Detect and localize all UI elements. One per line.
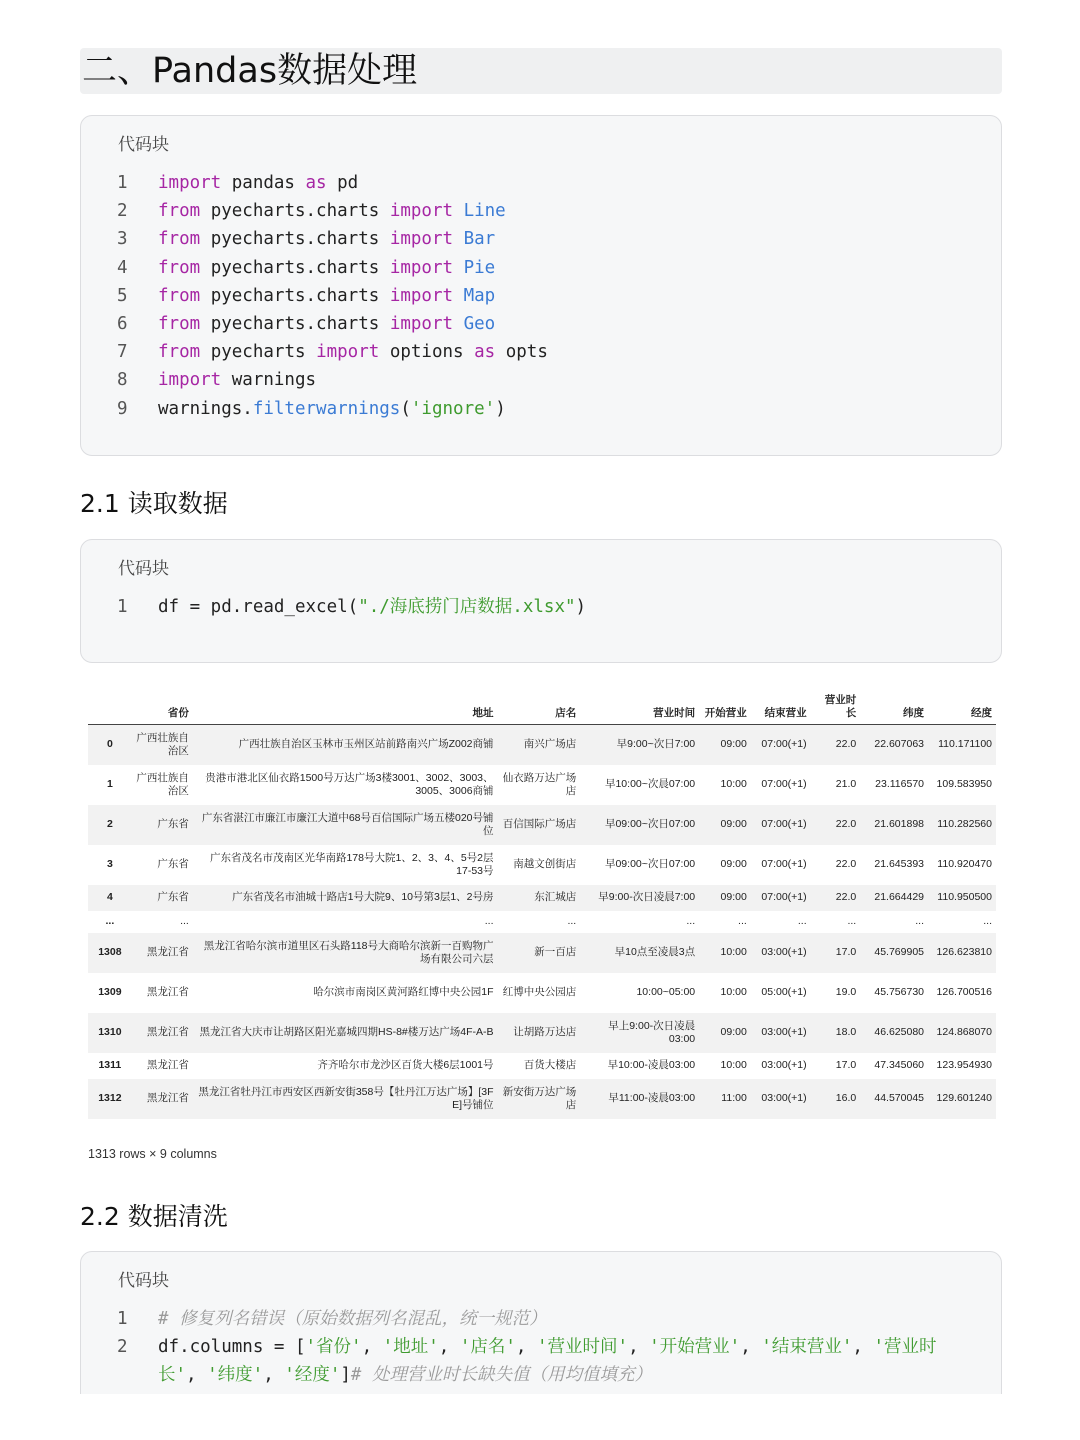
table-row — [88, 725, 996, 765]
code-block-cleaning — [80, 1251, 1002, 1411]
code-token: as — [305, 173, 327, 193]
table-cell: 10:00 — [699, 933, 751, 973]
code-token: pandas — [221, 173, 306, 193]
table-cell: 07:00(+1) — [751, 885, 811, 911]
code-token: 'ignore' — [410, 398, 496, 419]
row-index: 1312 — [88, 1079, 132, 1119]
table-cell: 百货大楼店 — [523, 1059, 577, 1071]
code-block-imports — [80, 115, 1002, 456]
code-token: # 修复列名错误（原始数据列名混乱，统一规范） — [158, 1309, 547, 1329]
table-cell: 广西壮族自治区玉林市玉州区站前路南兴广场Z002商铺 — [193, 725, 498, 765]
table-cell: 哈尔滨市南岗区黄河路红博中央公园1F — [313, 986, 494, 998]
code-token: from — [158, 342, 201, 363]
table-cell: 09:00 — [699, 725, 751, 765]
code-text — [158, 282, 961, 310]
table-cell: 44.570045 — [860, 1079, 928, 1119]
code-token: '营业时间' — [536, 1337, 629, 1358]
table-row — [88, 933, 996, 973]
column-header: 营业时间 — [580, 690, 699, 725]
row-index: 2 — [88, 805, 132, 845]
table-cell: 广东省湛江市廉江市廉江大道中68号百信国际广场五楼020号铺位 — [193, 805, 498, 845]
code-line — [81, 197, 1001, 225]
code-token: '开始营业' — [649, 1337, 741, 1358]
table-cell: 南兴广场店 — [498, 725, 581, 765]
row-index: 3 — [106, 858, 113, 870]
code-token: # 处理营业时长缺失值（用均值填充） — [350, 1365, 652, 1386]
code-text — [158, 593, 961, 621]
table-cell: 东汇城店 — [498, 885, 581, 911]
table-cell: 广东省 — [132, 805, 193, 845]
table-cell: 22.0 — [811, 885, 861, 911]
code-token: import — [389, 229, 454, 250]
dataframe-output — [88, 690, 996, 1119]
table-cell: 124.868070 — [928, 1013, 996, 1053]
table-cell: 126.623810 — [928, 933, 996, 973]
table-cell: 17.0 — [811, 933, 861, 973]
code-token: from — [158, 285, 201, 306]
line-number: 2 — [117, 201, 128, 222]
code-text — [158, 169, 961, 197]
code-line — [81, 1361, 1001, 1389]
table-cell: ... — [484, 915, 494, 927]
column-header — [88, 690, 132, 725]
table-row — [88, 911, 996, 933]
code-token: , — [263, 1365, 285, 1386]
code-block-read-excel — [80, 539, 1002, 663]
code-token: options — [379, 342, 475, 363]
code-line — [81, 366, 1001, 394]
column-header: 经度 — [928, 690, 996, 725]
table-row — [88, 1079, 996, 1119]
column-header: 地址 — [193, 690, 498, 725]
table-cell: 05:00(+1) — [761, 986, 807, 998]
code-text — [158, 225, 961, 253]
code-line — [81, 169, 1001, 197]
column-header: 开始营业 — [699, 690, 751, 725]
line-number: 9 — [117, 398, 128, 419]
code-line — [81, 1333, 1001, 1361]
code-line — [81, 254, 1001, 282]
code-token: ( — [400, 398, 411, 419]
code-block-label: 代码块 — [118, 559, 169, 579]
table-cell: 新一百店 — [498, 933, 581, 973]
code-line — [81, 310, 1001, 338]
code-token: from — [158, 313, 201, 334]
column-header: 省份 — [132, 690, 193, 725]
table-cell: 07:00(+1) — [751, 725, 811, 765]
code-token: import — [158, 173, 222, 193]
table-cell: 黑龙江省大庆市让胡路区阳光嘉城四期HS-8#楼万达广场4F-A-B — [193, 1013, 498, 1053]
code-body — [81, 1305, 1001, 1390]
code-token: from — [158, 229, 201, 250]
dataframe-table — [88, 690, 996, 1119]
table-cell: 110.282560 — [928, 805, 996, 845]
code-text — [158, 338, 961, 366]
code-body — [81, 169, 1001, 423]
code-token: '地址' — [382, 1337, 439, 1358]
code-token: ] — [340, 1365, 351, 1386]
code-token: '省份' — [305, 1337, 362, 1358]
table-cell: 17.0 — [835, 1059, 857, 1071]
table-row — [88, 845, 996, 885]
table-cell: 03:00(+1) — [761, 1059, 807, 1071]
table-cell: 03:00(+1) — [751, 1013, 811, 1053]
code-token: df = pd.read_excel( — [158, 597, 359, 617]
code-token: Geo — [463, 313, 496, 334]
code-text — [158, 310, 961, 338]
table-body — [88, 725, 996, 1119]
line-number: 7 — [117, 342, 128, 363]
code-token: '营业时 — [873, 1337, 937, 1358]
table-cell: 黑龙江省哈尔滨市道里区石头路118号大商哈尔滨新一百购物广场有限公司六层 — [193, 933, 498, 973]
table-cell: 10:00 — [720, 778, 747, 790]
table-row — [88, 805, 996, 845]
code-token: Bar — [463, 229, 496, 250]
code-token — [453, 286, 464, 306]
code-token: warnings. — [158, 398, 253, 419]
code-token: pyecharts.charts — [200, 285, 390, 306]
code-token: , — [852, 1337, 874, 1358]
line-number: 1 — [117, 173, 128, 193]
code-body — [81, 593, 1001, 621]
table-cell: ... — [797, 915, 807, 927]
code-token: , — [740, 1337, 762, 1358]
row-index: 1310 — [88, 1013, 132, 1053]
code-token: import — [389, 313, 454, 334]
table-cell: 广东省 — [132, 885, 193, 911]
table-cell: ... — [983, 915, 992, 927]
code-text — [158, 395, 961, 423]
code-token: pyecharts.charts — [200, 313, 390, 334]
table-cell: 46.625080 — [860, 1013, 928, 1053]
section-heading-data-cleaning: 2.2 数据清洗 — [80, 1202, 228, 1231]
table-cell: 百信国际广场店 — [498, 805, 581, 845]
table-cell: 109.583950 — [936, 778, 992, 790]
code-line — [81, 338, 1001, 366]
code-token: warnings — [221, 370, 317, 391]
code-token: ) — [495, 398, 506, 419]
table-cell: 07:00(+1) — [751, 805, 811, 845]
code-block-label: 代码块 — [118, 135, 169, 155]
row-index: ... — [105, 915, 115, 927]
section-heading-read-data: 2.1 读取数据 — [80, 489, 228, 518]
code-text — [158, 1361, 961, 1389]
table-cell: 09:00 — [699, 805, 751, 845]
code-token — [453, 258, 464, 278]
table-cell: 黑龙江省牡丹江市西安区西新安街358号【牡丹江万达广场】[3F E]号铺位 — [193, 1079, 498, 1119]
table-cell: 11:00 — [699, 1079, 751, 1119]
table-cell: 新安街万达广场店 — [498, 1079, 581, 1119]
table-cell: 早10点至凌晨3点 — [580, 933, 699, 973]
table-cell: 03:00(+1) — [751, 933, 811, 973]
column-header: 结束营业 — [751, 690, 811, 725]
table-cell: 47.345060 — [874, 1059, 924, 1071]
table-cell: ... — [180, 915, 189, 927]
line-number: 4 — [117, 257, 128, 278]
code-token: as — [474, 342, 496, 363]
table-header-row — [88, 690, 996, 725]
table-cell: 09:00 — [699, 885, 751, 911]
table-cell: 红博中央公园店 — [502, 986, 577, 998]
column-header: 营业时长 — [811, 690, 861, 725]
column-header: 纬度 — [860, 690, 928, 725]
code-token: Map — [463, 285, 496, 306]
section-title: 二、Pandas数据处理 — [80, 48, 1002, 94]
line-number: 5 — [117, 285, 128, 306]
code-token: '经度' — [284, 1365, 341, 1386]
code-token: Pie — [463, 257, 496, 278]
table-cell: 黑龙江省 — [146, 1059, 189, 1071]
table-cell: 126.700516 — [936, 986, 992, 998]
code-token: pyecharts.charts — [200, 229, 390, 250]
code-token: 长' — [158, 1365, 187, 1386]
row-index: 1 — [106, 778, 113, 790]
code-token: '结束营业' — [761, 1337, 853, 1358]
table-cell: 123.954930 — [936, 1059, 992, 1071]
table-cell: 110.950500 — [928, 885, 996, 911]
code-token: import — [389, 257, 454, 278]
table-cell: ... — [738, 915, 747, 927]
code-token: from — [158, 201, 201, 222]
code-token: , — [438, 1337, 460, 1358]
dataframe-shape: 1313 rows × 9 columns — [88, 1147, 217, 1161]
code-token: , — [515, 1337, 537, 1358]
table-cell: 广西壮族自治区 — [136, 771, 189, 797]
code-token: pyecharts.charts — [200, 201, 390, 222]
table-cell: 22.0 — [835, 858, 857, 870]
line-number: 1 — [117, 597, 128, 617]
table-cell: 广东省 — [157, 858, 189, 870]
table-cell: 03:00(+1) — [751, 1079, 811, 1119]
table-cell: 21.601898 — [860, 805, 928, 845]
row-index: 4 — [88, 885, 132, 911]
page-bottom-fade — [0, 1394, 1080, 1440]
table-cell: 黑龙江省 — [132, 933, 193, 973]
line-number: 3 — [117, 229, 128, 250]
table-cell: ... — [847, 915, 857, 927]
code-block-label: 代码块 — [118, 1271, 169, 1291]
table-cell: 22.607063 — [860, 725, 928, 765]
code-token: , — [186, 1365, 208, 1386]
table-cell: 129.601240 — [928, 1079, 996, 1119]
line-number: 8 — [117, 370, 128, 391]
line-number: 2 — [117, 1337, 128, 1358]
table-cell: 110.920470 — [937, 858, 992, 870]
table-cell: 45.756730 — [874, 986, 924, 998]
code-token: pyecharts.charts — [200, 257, 390, 278]
table-cell: 早上9:00-次日凌晨03:00 — [580, 1013, 699, 1053]
table-cell: 110.171100 — [928, 725, 996, 765]
table-cell: 21.0 — [835, 778, 857, 790]
code-token: import — [158, 370, 222, 391]
code-token: '店名' — [459, 1337, 516, 1358]
table-cell: 22.0 — [811, 725, 861, 765]
table-cell: ... — [915, 915, 924, 927]
row-index: 1309 — [98, 986, 122, 998]
table-cell: 贵港市港北区仙衣路1500号万达广场3楼3001、3002、3003、3005、3006商铺 — [205, 771, 494, 797]
code-token: , — [361, 1337, 383, 1358]
table-cell: 21.645393 — [874, 858, 924, 870]
table-cell: 早9:00-次日凌晨7:00 — [580, 885, 699, 911]
table-cell: 让胡路万达店 — [498, 1013, 581, 1053]
table-cell: 广东省茂名市茂南区光华南路178号大院1、2、3、4、5号2层17-53号 — [209, 851, 494, 877]
table-cell: 09:00 — [720, 858, 747, 870]
table-cell: 早10:00-凌晨03:00 — [607, 1059, 696, 1071]
code-token — [453, 229, 464, 249]
code-text — [158, 254, 961, 282]
code-token: filterwarnings — [252, 398, 401, 419]
table-cell: 22.0 — [811, 805, 861, 845]
code-text — [158, 1333, 961, 1361]
table-cell: 黑龙江省 — [132, 1013, 193, 1053]
table-row — [88, 885, 996, 911]
code-line — [81, 282, 1001, 310]
table-cell: 21.664429 — [860, 885, 928, 911]
code-token: ) — [575, 597, 587, 617]
line-number: 1 — [117, 1309, 128, 1329]
table-cell: ... — [686, 915, 696, 927]
code-token: import — [316, 342, 380, 363]
table-cell: 早10:00~次晨07:00 — [604, 778, 696, 790]
code-token: from — [158, 257, 201, 278]
code-token: Line — [463, 201, 506, 222]
column-header: 店名 — [498, 690, 581, 725]
table-row — [88, 765, 996, 805]
code-text — [158, 197, 961, 225]
code-line — [81, 1305, 1001, 1333]
code-token — [453, 314, 464, 334]
code-token: import — [389, 201, 454, 222]
table-cell: 齐齐哈尔市龙沙区百货大楼6层1001号 — [317, 1059, 494, 1071]
table-cell: 19.0 — [835, 986, 857, 998]
table-cell: 早11:00-凌晨03:00 — [580, 1079, 699, 1119]
code-token: pd — [326, 173, 359, 193]
table-cell: 10:00 — [720, 986, 747, 998]
code-token — [453, 201, 464, 221]
row-index: 1308 — [88, 933, 132, 973]
code-token: pyecharts — [200, 342, 317, 363]
table-row — [88, 973, 996, 1013]
code-token: '纬度' — [207, 1365, 264, 1386]
code-line — [81, 225, 1001, 253]
table-cell: 早09:00~次日07:00 — [580, 805, 699, 845]
table-cell: 07:00(+1) — [761, 858, 807, 870]
table-cell: 黑龙江省 — [146, 986, 189, 998]
table-cell: 早09:00~次日07:00 — [604, 858, 696, 870]
line-number: 6 — [117, 313, 128, 334]
table-cell: 45.769905 — [860, 933, 928, 973]
table-cell: 07:00(+1) — [761, 778, 807, 790]
table-cell: 09:00 — [699, 1013, 751, 1053]
table-cell: 广西壮族自治区 — [132, 725, 193, 765]
table-cell: 黑龙江省 — [132, 1079, 193, 1119]
code-token: opts — [495, 342, 548, 363]
code-line — [81, 395, 1001, 423]
code-line — [81, 593, 1001, 621]
table-row — [88, 1013, 996, 1053]
code-token: , — [628, 1337, 650, 1358]
table-row — [88, 1053, 996, 1079]
code-text — [158, 1305, 961, 1333]
row-index: 0 — [88, 725, 132, 765]
table-cell: 10:00 — [720, 1059, 747, 1071]
table-cell: 16.0 — [811, 1079, 861, 1119]
code-token: df.columns = [ — [158, 1337, 306, 1358]
table-cell: 23.116570 — [875, 778, 924, 790]
table-cell: ... — [567, 915, 577, 927]
row-index: 1311 — [98, 1059, 122, 1071]
table-cell: 早9:00~次日7:00 — [580, 725, 699, 765]
table-cell: 仙衣路万达广场店 — [502, 771, 577, 797]
table-cell: 南越文创街店 — [513, 858, 577, 870]
code-token: "./海底捞门店数据.xlsx" — [358, 597, 576, 617]
code-text — [158, 366, 961, 394]
table-cell: 广东省茂名市油城十路店1号大院9、10号第3层1、2号房 — [193, 885, 498, 911]
table-cell: 18.0 — [811, 1013, 861, 1053]
table-cell: 10:00~05:00 — [636, 986, 696, 998]
code-token: import — [389, 285, 454, 306]
